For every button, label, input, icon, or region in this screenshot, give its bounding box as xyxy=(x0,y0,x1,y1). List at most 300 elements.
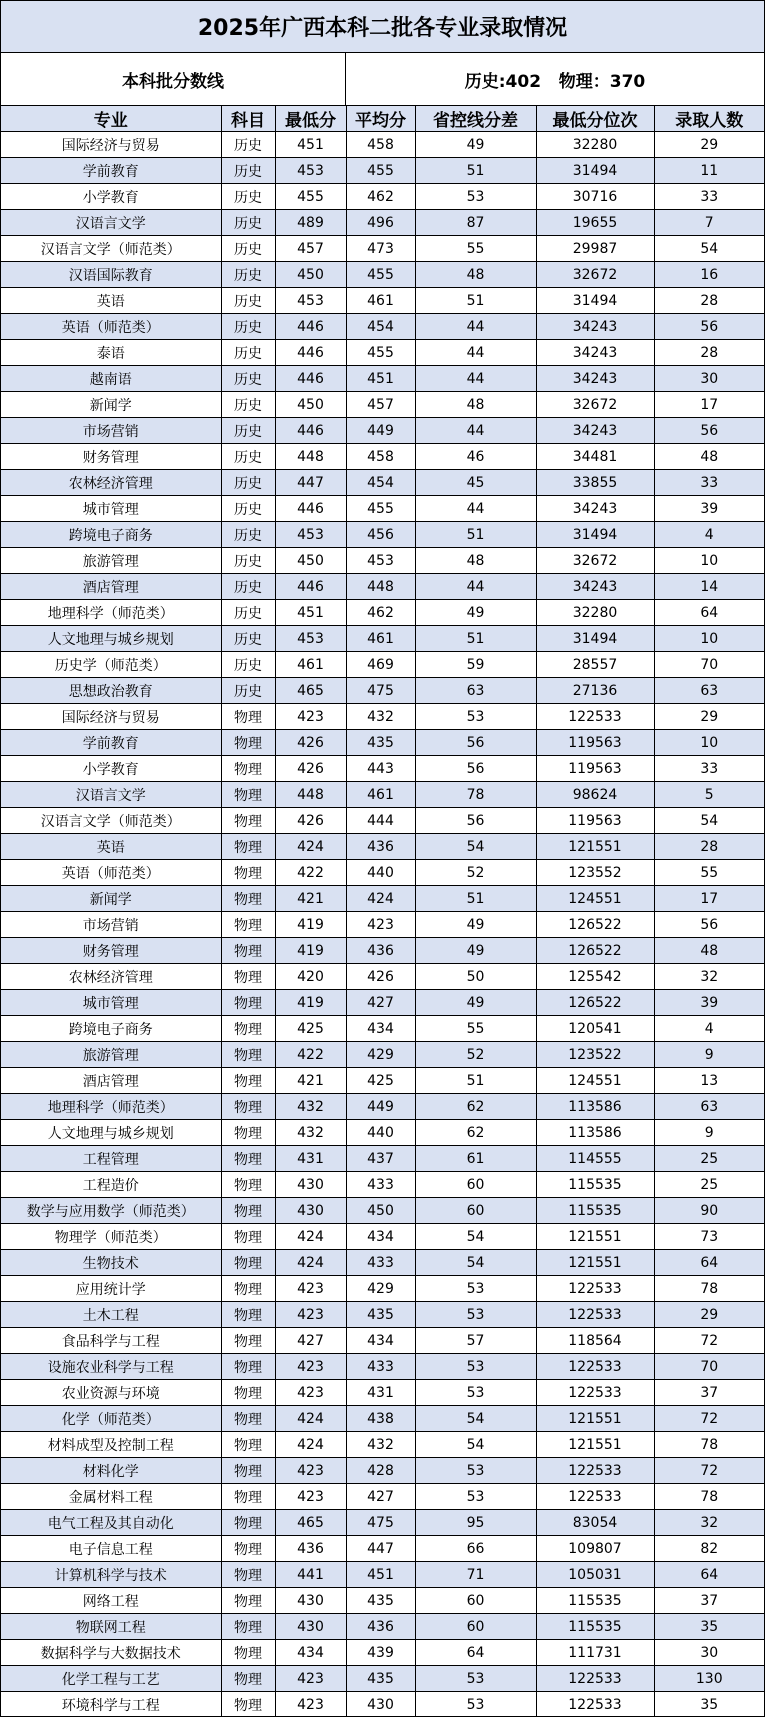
table-row xyxy=(1,158,764,184)
cell-min-rank: 122533 xyxy=(536,1692,654,1717)
cell-min-rank: 122533 xyxy=(536,1666,654,1692)
cell-major: 越南语 xyxy=(1,366,221,392)
cell-admitted: 9 xyxy=(654,1042,764,1068)
cell-min-score: 420 xyxy=(275,964,346,990)
cell-min-rank: 31494 xyxy=(536,158,654,184)
cell-major: 汉语言文学（师范类） xyxy=(1,808,221,834)
cell-avg-score: 439 xyxy=(346,1640,415,1666)
table-row xyxy=(1,418,764,444)
cell-control-diff: 44 xyxy=(415,574,536,600)
cell-min-score: 430 xyxy=(275,1588,346,1614)
cell-subject: 物理 xyxy=(221,1432,275,1458)
cell-major: 城市管理 xyxy=(1,990,221,1016)
score-line-values: 历史:402 物理：370 xyxy=(464,71,646,92)
cell-subject: 历史 xyxy=(221,132,275,158)
cell-admitted: 10 xyxy=(654,730,764,756)
cell-major: 汉语言文学 xyxy=(1,782,221,808)
cell-control-diff: 53 xyxy=(415,1380,536,1406)
cell-admitted: 70 xyxy=(654,652,764,678)
table-row xyxy=(1,522,764,548)
cell-min-score: 453 xyxy=(275,626,346,652)
cell-major: 学前教育 xyxy=(1,158,221,184)
cell-admitted: 14 xyxy=(654,574,764,600)
cell-min-score: 446 xyxy=(275,418,346,444)
cell-major: 农林经济管理 xyxy=(1,470,221,496)
cell-min-rank: 105031 xyxy=(536,1562,654,1588)
cell-control-diff: 51 xyxy=(415,158,536,184)
table-row xyxy=(1,444,764,470)
cell-subject: 物理 xyxy=(221,860,275,886)
cell-avg-score: 462 xyxy=(346,600,415,626)
cell-subject: 历史 xyxy=(221,236,275,262)
cell-control-diff: 87 xyxy=(415,210,536,236)
cell-major: 网络工程 xyxy=(1,1588,221,1614)
cell-subject: 物理 xyxy=(221,1666,275,1692)
cell-min-rank: 34243 xyxy=(536,366,654,392)
cell-min-rank: 111731 xyxy=(536,1640,654,1666)
cell-min-rank: 122533 xyxy=(536,1302,654,1328)
cell-min-score: 426 xyxy=(275,756,346,782)
cell-min-score: 455 xyxy=(275,184,346,210)
cell-avg-score: 427 xyxy=(346,1484,415,1510)
cell-min-score: 424 xyxy=(275,1406,346,1432)
table-row xyxy=(1,730,764,756)
cell-subject: 物理 xyxy=(221,1536,275,1562)
admission-table xyxy=(1,106,764,1717)
cell-min-score: 422 xyxy=(275,1042,346,1068)
table-row xyxy=(1,1510,764,1536)
cell-control-diff: 51 xyxy=(415,288,536,314)
cell-min-score: 450 xyxy=(275,262,346,288)
cell-subject: 历史 xyxy=(221,340,275,366)
cell-min-score: 465 xyxy=(275,678,346,704)
cell-control-diff: 52 xyxy=(415,860,536,886)
cell-avg-score: 428 xyxy=(346,1458,415,1484)
cell-avg-score: 426 xyxy=(346,964,415,990)
table-row xyxy=(1,1172,764,1198)
cell-avg-score: 434 xyxy=(346,1224,415,1250)
cell-major: 地理科学（师范类） xyxy=(1,600,221,626)
cell-control-diff: 49 xyxy=(415,132,536,158)
table-row xyxy=(1,366,764,392)
cell-control-diff: 45 xyxy=(415,470,536,496)
cell-avg-score: 435 xyxy=(346,1302,415,1328)
table-row xyxy=(1,184,764,210)
cell-control-diff: 44 xyxy=(415,366,536,392)
cell-min-score: 434 xyxy=(275,1640,346,1666)
cell-subject: 物理 xyxy=(221,1510,275,1536)
cell-control-diff: 95 xyxy=(415,1510,536,1536)
cell-min-score: 425 xyxy=(275,1016,346,1042)
cell-control-diff: 48 xyxy=(415,548,536,574)
cell-min-rank: 28557 xyxy=(536,652,654,678)
cell-avg-score: 440 xyxy=(346,1120,415,1146)
cell-control-diff: 63 xyxy=(415,678,536,704)
cell-min-rank: 34243 xyxy=(536,418,654,444)
cell-major: 财务管理 xyxy=(1,444,221,470)
cell-avg-score: 475 xyxy=(346,678,415,704)
cell-major: 土木工程 xyxy=(1,1302,221,1328)
cell-subject: 物理 xyxy=(221,1068,275,1094)
cell-major: 小学教育 xyxy=(1,184,221,210)
cell-admitted: 39 xyxy=(654,496,764,522)
cell-admitted: 10 xyxy=(654,626,764,652)
cell-min-score: 431 xyxy=(275,1146,346,1172)
cell-min-rank: 32280 xyxy=(536,600,654,626)
cell-major: 英语（师范类） xyxy=(1,314,221,340)
cell-min-score: 436 xyxy=(275,1536,346,1562)
cell-control-diff: 50 xyxy=(415,964,536,990)
cell-admitted: 4 xyxy=(654,1016,764,1042)
cell-admitted: 29 xyxy=(654,132,764,158)
cell-control-diff: 60 xyxy=(415,1588,536,1614)
table-row xyxy=(1,886,764,912)
cell-avg-score: 433 xyxy=(346,1250,415,1276)
cell-subject: 物理 xyxy=(221,1354,275,1380)
cell-subject: 物理 xyxy=(221,704,275,730)
cell-control-diff: 48 xyxy=(415,392,536,418)
table-row xyxy=(1,626,764,652)
cell-subject: 物理 xyxy=(221,1146,275,1172)
cell-min-score: 430 xyxy=(275,1198,346,1224)
cell-min-score: 419 xyxy=(275,990,346,1016)
cell-admitted: 55 xyxy=(654,860,764,886)
cell-subject: 物理 xyxy=(221,1328,275,1354)
cell-admitted: 33 xyxy=(654,756,764,782)
cell-subject: 历史 xyxy=(221,392,275,418)
cell-control-diff: 53 xyxy=(415,1666,536,1692)
cell-admitted: 25 xyxy=(654,1172,764,1198)
cell-min-rank: 121551 xyxy=(536,1250,654,1276)
cell-admitted: 37 xyxy=(654,1588,764,1614)
cell-avg-score: 436 xyxy=(346,834,415,860)
table-row xyxy=(1,340,764,366)
cell-major: 数据科学与大数据技术 xyxy=(1,1640,221,1666)
cell-subject: 物理 xyxy=(221,1614,275,1640)
cell-admitted: 35 xyxy=(654,1614,764,1640)
cell-admitted: 64 xyxy=(654,1562,764,1588)
cell-subject: 物理 xyxy=(221,1120,275,1146)
cell-control-diff: 54 xyxy=(415,1224,536,1250)
cell-min-score: 451 xyxy=(275,132,346,158)
cell-major: 生物技术 xyxy=(1,1250,221,1276)
cell-min-score: 457 xyxy=(275,236,346,262)
cell-min-rank: 32672 xyxy=(536,262,654,288)
cell-min-rank: 114555 xyxy=(536,1146,654,1172)
cell-admitted: 48 xyxy=(654,938,764,964)
cell-subject: 历史 xyxy=(221,210,275,236)
cell-control-diff: 60 xyxy=(415,1614,536,1640)
cell-min-rank: 29987 xyxy=(536,236,654,262)
cell-admitted: 63 xyxy=(654,1094,764,1120)
cell-min-rank: 31494 xyxy=(536,626,654,652)
cell-subject: 历史 xyxy=(221,444,275,470)
table-row xyxy=(1,1692,764,1717)
cell-control-diff: 55 xyxy=(415,236,536,262)
table-row xyxy=(1,1588,764,1614)
cell-min-score: 489 xyxy=(275,210,346,236)
cell-major: 旅游管理 xyxy=(1,548,221,574)
table-row xyxy=(1,496,764,522)
cell-min-rank: 120541 xyxy=(536,1016,654,1042)
cell-min-score: 432 xyxy=(275,1094,346,1120)
cell-major: 旅游管理 xyxy=(1,1042,221,1068)
table-row xyxy=(1,236,764,262)
cell-major: 泰语 xyxy=(1,340,221,366)
cell-admitted: 10 xyxy=(654,548,764,574)
cell-admitted: 25 xyxy=(654,1146,764,1172)
cell-admitted: 63 xyxy=(654,678,764,704)
cell-subject: 物理 xyxy=(221,1380,275,1406)
cell-subject: 历史 xyxy=(221,184,275,210)
cell-min-rank: 122533 xyxy=(536,1354,654,1380)
cell-avg-score: 433 xyxy=(346,1172,415,1198)
cell-avg-score: 453 xyxy=(346,548,415,574)
cell-min-rank: 83054 xyxy=(536,1510,654,1536)
header-subject: 科目 xyxy=(221,106,275,132)
cell-control-diff: 71 xyxy=(415,1562,536,1588)
table-row xyxy=(1,1640,764,1666)
cell-min-rank: 34243 xyxy=(536,314,654,340)
cell-admitted: 64 xyxy=(654,600,764,626)
cell-major: 学前教育 xyxy=(1,730,221,756)
cell-min-score: 447 xyxy=(275,470,346,496)
cell-major: 金属材料工程 xyxy=(1,1484,221,1510)
cell-min-rank: 33855 xyxy=(536,470,654,496)
cell-min-rank: 125542 xyxy=(536,964,654,990)
cell-min-rank: 19655 xyxy=(536,210,654,236)
cell-admitted: 35 xyxy=(654,1692,764,1717)
cell-avg-score: 448 xyxy=(346,574,415,600)
cell-admitted: 37 xyxy=(654,1380,764,1406)
cell-control-diff: 66 xyxy=(415,1536,536,1562)
cell-admitted: 56 xyxy=(654,314,764,340)
cell-control-diff: 49 xyxy=(415,938,536,964)
cell-major: 人文地理与城乡规划 xyxy=(1,626,221,652)
table-row xyxy=(1,1250,764,1276)
cell-min-rank: 34243 xyxy=(536,496,654,522)
cell-min-score: 423 xyxy=(275,1302,346,1328)
cell-min-score: 423 xyxy=(275,1484,346,1510)
cell-admitted: 64 xyxy=(654,1250,764,1276)
cell-control-diff: 56 xyxy=(415,808,536,834)
cell-min-rank: 118564 xyxy=(536,1328,654,1354)
cell-min-rank: 115535 xyxy=(536,1172,654,1198)
cell-min-rank: 27136 xyxy=(536,678,654,704)
cell-subject: 物理 xyxy=(221,1094,275,1120)
cell-min-rank: 124551 xyxy=(536,886,654,912)
cell-avg-score: 455 xyxy=(346,158,415,184)
cell-avg-score: 427 xyxy=(346,990,415,1016)
cell-admitted: 56 xyxy=(654,418,764,444)
cell-subject: 物理 xyxy=(221,1172,275,1198)
cell-major: 思想政治教育 xyxy=(1,678,221,704)
table-row xyxy=(1,1432,764,1458)
cell-control-diff: 64 xyxy=(415,1640,536,1666)
cell-admitted: 48 xyxy=(654,444,764,470)
table-row xyxy=(1,938,764,964)
cell-admitted: 54 xyxy=(654,808,764,834)
cell-avg-score: 432 xyxy=(346,704,415,730)
cell-avg-score: 435 xyxy=(346,1588,415,1614)
cell-min-rank: 119563 xyxy=(536,730,654,756)
cell-subject: 物理 xyxy=(221,1588,275,1614)
cell-min-rank: 124551 xyxy=(536,1068,654,1094)
cell-min-rank: 122533 xyxy=(536,1276,654,1302)
cell-min-score: 430 xyxy=(275,1172,346,1198)
table-row xyxy=(1,574,764,600)
cell-min-rank: 121551 xyxy=(536,1406,654,1432)
cell-min-rank: 119563 xyxy=(536,808,654,834)
cell-min-rank: 34243 xyxy=(536,340,654,366)
cell-subject: 物理 xyxy=(221,1302,275,1328)
cell-avg-score: 436 xyxy=(346,938,415,964)
cell-min-score: 450 xyxy=(275,548,346,574)
cell-major: 市场营销 xyxy=(1,418,221,444)
cell-subject: 历史 xyxy=(221,470,275,496)
cell-subject: 物理 xyxy=(221,1016,275,1042)
cell-min-score: 461 xyxy=(275,652,346,678)
cell-admitted: 17 xyxy=(654,886,764,912)
cell-control-diff: 51 xyxy=(415,522,536,548)
cell-subject: 物理 xyxy=(221,730,275,756)
table-row xyxy=(1,1198,764,1224)
cell-min-rank: 115535 xyxy=(536,1588,654,1614)
cell-subject: 物理 xyxy=(221,1406,275,1432)
cell-min-score: 423 xyxy=(275,1354,346,1380)
cell-subject: 物理 xyxy=(221,938,275,964)
cell-min-score: 423 xyxy=(275,1380,346,1406)
cell-avg-score: 430 xyxy=(346,1692,415,1717)
cell-admitted: 33 xyxy=(654,184,764,210)
table-row xyxy=(1,1224,764,1250)
cell-major: 酒店管理 xyxy=(1,574,221,600)
cell-admitted: 11 xyxy=(654,158,764,184)
cell-min-rank: 31494 xyxy=(536,288,654,314)
cell-min-score: 446 xyxy=(275,574,346,600)
cell-min-rank: 122533 xyxy=(536,1484,654,1510)
table-row xyxy=(1,392,764,418)
cell-avg-score: 455 xyxy=(346,340,415,366)
cell-control-diff: 54 xyxy=(415,834,536,860)
cell-min-score: 424 xyxy=(275,1224,346,1250)
table-row xyxy=(1,808,764,834)
header-major: 专业 xyxy=(1,106,221,132)
cell-min-rank: 113586 xyxy=(536,1094,654,1120)
cell-avg-score: 433 xyxy=(346,1354,415,1380)
cell-major: 人文地理与城乡规划 xyxy=(1,1120,221,1146)
cell-control-diff: 53 xyxy=(415,1484,536,1510)
cell-min-rank: 32280 xyxy=(536,132,654,158)
cell-min-rank: 122533 xyxy=(536,1380,654,1406)
cell-subject: 物理 xyxy=(221,1692,275,1717)
cell-control-diff: 57 xyxy=(415,1328,536,1354)
cell-major: 市场营销 xyxy=(1,912,221,938)
cell-min-score: 424 xyxy=(275,1250,346,1276)
cell-control-diff: 61 xyxy=(415,1146,536,1172)
cell-min-rank: 32672 xyxy=(536,392,654,418)
cell-admitted: 78 xyxy=(654,1276,764,1302)
cell-avg-score: 437 xyxy=(346,1146,415,1172)
cell-min-rank: 34243 xyxy=(536,574,654,600)
cell-major: 设施农业科学与工程 xyxy=(1,1354,221,1380)
cell-min-score: 421 xyxy=(275,886,346,912)
cell-min-score: 441 xyxy=(275,1562,346,1588)
cell-avg-score: 454 xyxy=(346,314,415,340)
cell-avg-score: 447 xyxy=(346,1536,415,1562)
cell-control-diff: 54 xyxy=(415,1250,536,1276)
table-row xyxy=(1,1302,764,1328)
cell-avg-score: 450 xyxy=(346,1198,415,1224)
cell-subject: 物理 xyxy=(221,756,275,782)
table-row xyxy=(1,1614,764,1640)
cell-admitted: 7 xyxy=(654,210,764,236)
cell-min-score: 451 xyxy=(275,600,346,626)
cell-major: 历史学（师范类） xyxy=(1,652,221,678)
cell-avg-score: 432 xyxy=(346,1432,415,1458)
table-row xyxy=(1,1016,764,1042)
cell-major: 英语 xyxy=(1,834,221,860)
table-row xyxy=(1,1276,764,1302)
cell-min-score: 465 xyxy=(275,1510,346,1536)
table-row xyxy=(1,678,764,704)
cell-major: 电气工程及其自动化 xyxy=(1,1510,221,1536)
cell-min-rank: 113586 xyxy=(536,1120,654,1146)
cell-control-diff: 53 xyxy=(415,1276,536,1302)
table-row xyxy=(1,652,764,678)
cell-major: 城市管理 xyxy=(1,496,221,522)
cell-major: 工程造价 xyxy=(1,1172,221,1198)
cell-major: 环境科学与工程 xyxy=(1,1692,221,1717)
cell-subject: 物理 xyxy=(221,808,275,834)
cell-control-diff: 51 xyxy=(415,1068,536,1094)
cell-min-score: 446 xyxy=(275,314,346,340)
cell-min-rank: 126522 xyxy=(536,990,654,1016)
cell-control-diff: 49 xyxy=(415,600,536,626)
cell-min-rank: 122533 xyxy=(536,704,654,730)
cell-control-diff: 53 xyxy=(415,1692,536,1717)
cell-subject: 物理 xyxy=(221,1276,275,1302)
cell-admitted: 32 xyxy=(654,1510,764,1536)
cell-avg-score: 461 xyxy=(346,288,415,314)
cell-avg-score: 423 xyxy=(346,912,415,938)
cell-avg-score: 458 xyxy=(346,444,415,470)
header-control-diff: 省控线分差 xyxy=(415,106,536,132)
table-row xyxy=(1,860,764,886)
cell-min-score: 446 xyxy=(275,496,346,522)
cell-avg-score: 436 xyxy=(346,1614,415,1640)
cell-control-diff: 78 xyxy=(415,782,536,808)
cell-min-rank: 115535 xyxy=(536,1614,654,1640)
cell-min-rank: 119563 xyxy=(536,756,654,782)
cell-subject: 历史 xyxy=(221,548,275,574)
cell-subject: 历史 xyxy=(221,626,275,652)
cell-min-score: 427 xyxy=(275,1328,346,1354)
cell-major: 电子信息工程 xyxy=(1,1536,221,1562)
table-row xyxy=(1,704,764,730)
cell-min-score: 453 xyxy=(275,288,346,314)
cell-control-diff: 53 xyxy=(415,1302,536,1328)
cell-avg-score: 461 xyxy=(346,782,415,808)
header-admitted: 录取人数 xyxy=(654,106,764,132)
cell-admitted: 32 xyxy=(654,964,764,990)
cell-subject: 物理 xyxy=(221,964,275,990)
cell-admitted: 73 xyxy=(654,1224,764,1250)
cell-admitted: 30 xyxy=(654,366,764,392)
cell-control-diff: 56 xyxy=(415,756,536,782)
cell-min-rank: 121551 xyxy=(536,834,654,860)
cell-control-diff: 44 xyxy=(415,314,536,340)
